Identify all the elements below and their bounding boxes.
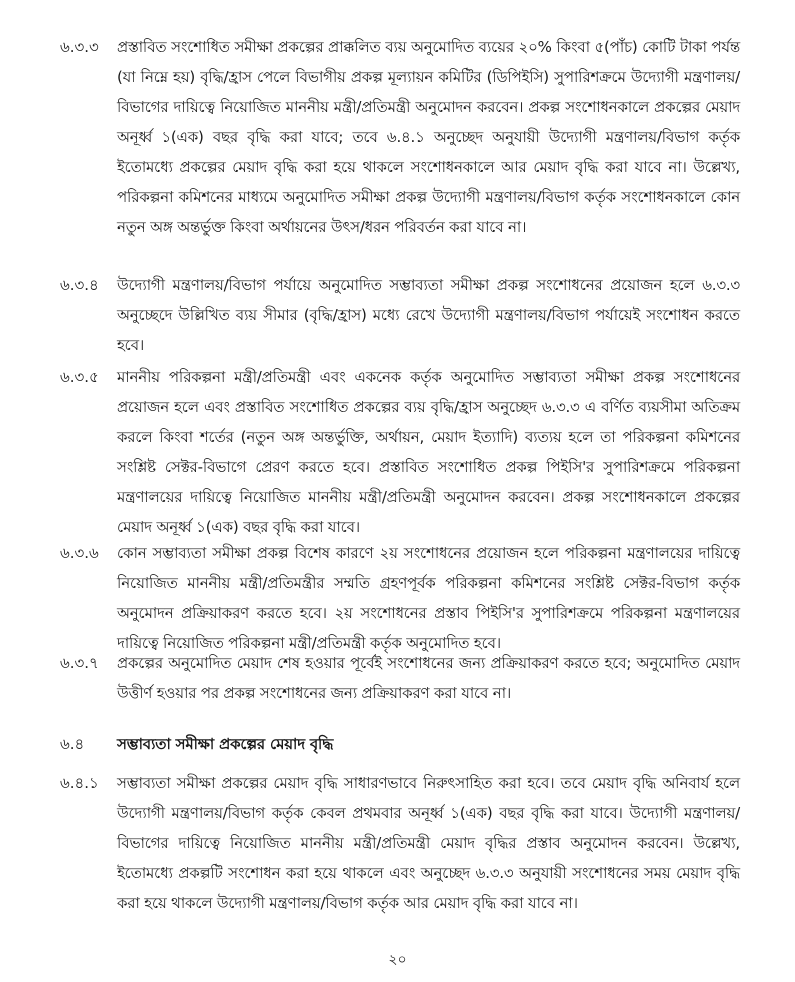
paragraph-6-3-3 — [60, 32, 740, 242]
paragraph-text: প্রকল্পের অনুমোদিত মেয়াদ শেষ হওয়ার পূর্বেই সংশোধনের জন্য প্রক্রিয়াকরণ করতে হবে; অনুমোদিত মেয়াদ উত্তীর্ণ হওয়ার পর প্রকল্প সংশোধনের জন্য প্রক্রিয়াকরণ করা যাবে না। — [117, 654, 740, 702]
paragraph-text: কোন সম্ভাব্যতা সমীক্ষা প্রকল্প বিশেষ কারণে ২য় সংশোধনের প্রয়োজন হলে পরিকল্পনা মন্ত্রণালয়ের দায়িত্বে নিয়োজিত মাননীয় মন্ত্রী/প্রতিমন্ত্রীর সম্মতি গ্রহণপূর্বক পরিকল্পনা কমিশনের সংশ্লিষ্ট সেক্টর-বিভাগ কর্তৃক অনুমোদন প্রক্রিয়াকরণ করতে হবে। ২য় সংশোধনের প্রস্তাব পিইসি'র সুপারিশক্রমে পরিকল্পনা মন্ত্রণালয়ের দায়িত্বে নিয়োজিত পরিকল্পনা মন্ত্রী/প্রতিমন্ত্রী কর্তৃক অনুমোদিত হবে। — [117, 544, 740, 652]
paragraph-number: ৬.৩.৬ — [60, 544, 99, 562]
section-heading-6-4 — [60, 729, 740, 759]
paragraph-text: মাননীয় পরিকল্পনা মন্ত্রী/প্রতিমন্ত্রী এবং একনেক কর্তৃক অনুমোদিত সম্ভাব্যতা সমীক্ষা প্রকল্প সংশোধনের প্রয়োজন হলে এবং প্রস্তাবিত সংশোধিত প্রকল্পের ব্যয় বৃদ্ধি/হ্রাস অনুচ্ছেদ ৬.৩.৩ এ বর্ণিত ব্যয়সীমা অতিক্রম করলে কিংবা শর্তের (নতুন অঙ্গ অন্তর্ভুক্তি, অর্থায়ন, মেয়াদ ইত্যাদি) ব্যত্যয় হলে তা পরিকল্পনা কমিশনের সংশ্লিষ্ট সেক্টর-বিভাগে প্রেরণ করতে হবে। প্রস্তাবিত সংশোধিত প্রকল্প পিইসি'র সুপারিশক্রমে পরিকল্পনা মন্ত্রণালয়ের দায়িত্বে নিয়োজিত মাননীয় মন্ত্রী/প্রতিমন্ত্রী অনুমোদন করবেন। প্রকল্প সংশোধনকালে প্রকল্পের মেয়াদ অনূর্ধ্ব ১(এক) বছর বৃদ্ধি করা যাবে। — [117, 368, 740, 536]
section-number: ৬.৪ — [60, 735, 85, 753]
paragraph-text: প্রস্তাবিত সংশোধিত সমীক্ষা প্রকল্পের প্রাক্কলিত ব্যয় অনুমোদিত ব্যয়ের ২০% কিংবা ৫(পাঁচ) কোটি টাকা পর্যন্ত (যা নিম্নে হয়) বৃদ্ধি/হ্রাস পেলে বিভাগীয় প্রকল্প মূল্যায়ন কমিটির (ডিপিইসি) সুপারিশক্রমে উদ্যোগী মন্ত্রণালয়/বিভাগের দায়িত্বে নিয়োজিত মাননীয় মন্ত্রী/প্রতিমন্ত্রী অনুমোদন করবেন। প্রকল্প সংশোধনকালে প্রকল্পের মেয়াদ অনূর্ধ্ব ১(এক) বছর বৃদ্ধি করা যাবে; তবে ৬.৪.১ অনুচ্ছেদ অনুযায়ী উদ্যোগী মন্ত্রণালয়/বিভাগ কর্তৃক ইতোমধ্যে প্রকল্পের মেয়াদ বৃদ্ধি করা হয়ে থাকলে সংশোধনকালে আর মেয়াদ বৃদ্ধি করা যাবে না। উল্লেখ্য, পরিকল্পনা কমিশনের মাধ্যমে অনুমোদিত সমীক্ষা প্রকল্প উদ্যোগী মন্ত্রণালয়/বিভাগ কর্তৃক সংশোধনকালে কোন নতুন অঙ্গ অন্তর্ভুক্ত কিংবা অর্থায়নের উৎস/ধরন পরিবর্তন করা যাবে না। — [117, 38, 740, 236]
paragraph-6-3-6 — [60, 538, 740, 658]
paragraph-6-4-1 — [60, 768, 740, 918]
paragraph-6-3-7 — [60, 648, 740, 708]
paragraph-6-3-5 — [60, 362, 740, 542]
paragraph-number: ৬.৪.১ — [60, 774, 99, 792]
paragraph-6-3-4 — [60, 270, 740, 360]
paragraph-text: সম্ভাব্যতা সমীক্ষা প্রকল্পের মেয়াদ বৃদ্ধি সাধারণভাবে নিরুৎসাহিত করা হবে। তবে মেয়াদ বৃদ্ধি অনিবার্য হলে উদ্যোগী মন্ত্রণালয়/বিভাগ কর্তৃক কেবল প্রথমবার অনূর্ধ্ব ১(এক) বছর বৃদ্ধি করা যাবে। উদ্যোগী মন্ত্রণালয়/বিভাগের দায়িত্বে নিয়োজিত মাননীয় মন্ত্রী/প্রতিমন্ত্রী মেয়াদ বৃদ্ধির প্রস্তাব অনুমোদন করবেন। উল্লেখ্য, ইতোমধ্যে প্রকল্পটি সংশোধন করা হয়ে থাকলে এবং অনুচ্ছেদ ৬.৩.৩ অনুযায়ী সংশোধনের সময় মেয়াদ বৃদ্ধি করা হয়ে থাকলে উদ্যোগী মন্ত্রণালয়/বিভাগ কর্তৃক আর মেয়াদ বৃদ্ধি করা যাবে না। — [117, 774, 740, 912]
paragraph-number: ৬.৩.৭ — [60, 654, 99, 672]
paragraph-number: ৬.৩.৫ — [60, 368, 99, 386]
paragraph-number: ৬.৩.৪ — [60, 276, 99, 294]
page-number: ২০ — [388, 952, 407, 968]
paragraph-number: ৬.৩.৩ — [60, 38, 99, 56]
paragraph-text: উদ্যোগী মন্ত্রণালয়/বিভাগ পর্যায়ে অনুমোদিত সম্ভাব্যতা সমীক্ষা প্রকল্প সংশোধনের প্রয়োজন হলে ৬.৩.৩ অনুচ্ছেদে উল্লিখিত ব্যয় সীমার (বৃদ্ধি/হ্রাস) মধ্যে রেখে উদ্যোগী মন্ত্রণালয়/বিভাগ পর্যায়েই সংশোধন করতে হবে। — [117, 276, 740, 354]
section-title: সম্ভাব্যতা সমীক্ষা প্রকল্পের মেয়াদ বৃদ্ধি — [117, 735, 334, 753]
